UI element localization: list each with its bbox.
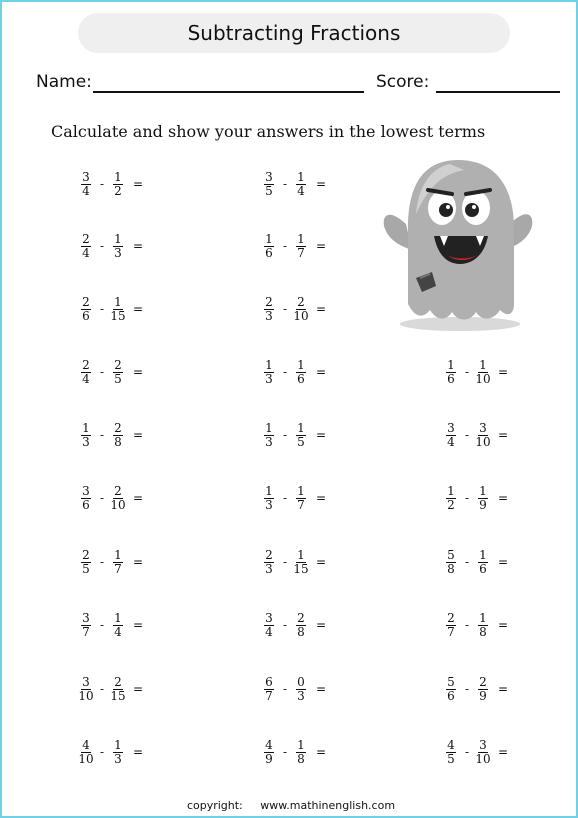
minus-sign: - bbox=[282, 618, 288, 632]
equals-sign: = bbox=[498, 745, 509, 759]
minus-sign: - bbox=[282, 365, 288, 379]
equals-sign: = bbox=[316, 745, 327, 759]
equals-sign: = bbox=[316, 491, 327, 505]
numerator: 3 bbox=[82, 169, 90, 184]
problem bbox=[77, 732, 143, 772]
fraction-a bbox=[77, 739, 95, 766]
denominator: 4 bbox=[447, 434, 455, 449]
fraction-b bbox=[109, 233, 127, 260]
fraction-a bbox=[442, 359, 460, 386]
denominator: 3 bbox=[114, 245, 122, 260]
fraction-b bbox=[292, 549, 310, 576]
denominator: 4 bbox=[265, 624, 273, 639]
numerator: 1 bbox=[114, 737, 122, 752]
fraction-b bbox=[474, 422, 492, 449]
minus-sign: - bbox=[99, 177, 105, 191]
numerator: 2 bbox=[82, 357, 90, 372]
problem bbox=[77, 164, 143, 204]
problem bbox=[77, 352, 143, 392]
denominator: 6 bbox=[447, 688, 455, 703]
minus-sign: - bbox=[99, 428, 105, 442]
fraction-a bbox=[77, 485, 95, 512]
footer bbox=[2, 799, 578, 812]
numerator: 3 bbox=[265, 169, 273, 184]
fraction-b bbox=[109, 296, 127, 323]
minus-sign: - bbox=[464, 365, 470, 379]
denominator: 7 bbox=[297, 497, 305, 512]
fraction-a bbox=[442, 422, 460, 449]
fraction-b bbox=[474, 359, 492, 386]
fraction-b bbox=[292, 233, 310, 260]
denominator: 10 bbox=[475, 434, 491, 449]
denominator: 4 bbox=[82, 371, 90, 386]
numerator: 2 bbox=[297, 294, 305, 309]
numerator: 0 bbox=[297, 674, 305, 689]
numerator: 2 bbox=[447, 610, 455, 625]
equals-sign: = bbox=[316, 618, 327, 632]
numerator: 3 bbox=[82, 610, 90, 625]
minus-sign: - bbox=[99, 302, 105, 316]
denominator: 3 bbox=[297, 688, 305, 703]
numerator: 1 bbox=[447, 357, 455, 372]
denominator: 2 bbox=[447, 497, 455, 512]
minus-sign: - bbox=[99, 682, 105, 696]
problem bbox=[260, 605, 326, 645]
fraction-b bbox=[292, 739, 310, 766]
fraction-a bbox=[260, 422, 278, 449]
denominator: 5 bbox=[297, 434, 305, 449]
fraction-b bbox=[109, 676, 127, 703]
denominator: 8 bbox=[479, 624, 487, 639]
fraction-b bbox=[292, 171, 310, 198]
denominator: 6 bbox=[447, 371, 455, 386]
fraction-b bbox=[474, 549, 492, 576]
problem bbox=[77, 542, 143, 582]
equals-sign: = bbox=[133, 428, 144, 442]
denominator: 5 bbox=[265, 183, 273, 198]
minus-sign: - bbox=[99, 239, 105, 253]
denominator: 7 bbox=[297, 245, 305, 260]
minus-sign: - bbox=[99, 745, 105, 759]
fraction-a bbox=[77, 422, 95, 449]
denominator: 15 bbox=[110, 308, 126, 323]
numerator: 2 bbox=[82, 294, 90, 309]
fraction-a bbox=[442, 485, 460, 512]
problem bbox=[442, 605, 508, 645]
minus-sign: - bbox=[464, 555, 470, 569]
numerator: 2 bbox=[297, 610, 305, 625]
numerator: 1 bbox=[114, 610, 122, 625]
minus-sign: - bbox=[282, 428, 288, 442]
fraction-b bbox=[109, 739, 127, 766]
fraction-b bbox=[109, 422, 127, 449]
equals-sign: = bbox=[316, 177, 327, 191]
numerator: 3 bbox=[265, 610, 273, 625]
denominator: 3 bbox=[82, 434, 90, 449]
numerator: 4 bbox=[82, 737, 90, 752]
denominator: 10 bbox=[475, 751, 491, 766]
footer-site-link[interactable]: www.mathinenglish.com bbox=[260, 799, 396, 812]
numerator: 4 bbox=[265, 737, 273, 752]
fraction-a bbox=[77, 296, 95, 323]
numerator: 1 bbox=[265, 483, 273, 498]
equals-sign: = bbox=[498, 428, 509, 442]
numerator: 2 bbox=[114, 357, 122, 372]
numerator: 1 bbox=[265, 231, 273, 246]
numerator: 1 bbox=[479, 610, 487, 625]
minus-sign: - bbox=[99, 555, 105, 569]
fraction-a bbox=[77, 359, 95, 386]
problem bbox=[77, 669, 143, 709]
minus-sign: - bbox=[464, 491, 470, 505]
equals-sign: = bbox=[133, 682, 144, 696]
numerator: 1 bbox=[479, 483, 487, 498]
fraction-b bbox=[109, 359, 127, 386]
fraction-a bbox=[442, 549, 460, 576]
numerator: 2 bbox=[114, 420, 122, 435]
problem bbox=[77, 289, 143, 329]
fraction-b bbox=[292, 612, 310, 639]
fraction-a bbox=[260, 549, 278, 576]
problem bbox=[442, 732, 508, 772]
denominator: 9 bbox=[479, 497, 487, 512]
fraction-b bbox=[474, 739, 492, 766]
numerator: 6 bbox=[265, 674, 273, 689]
problem bbox=[442, 478, 508, 518]
minus-sign: - bbox=[99, 491, 105, 505]
minus-sign: - bbox=[464, 428, 470, 442]
fraction-b bbox=[109, 612, 127, 639]
problem bbox=[442, 669, 508, 709]
problem bbox=[442, 352, 508, 392]
minus-sign: - bbox=[464, 682, 470, 696]
minus-sign: - bbox=[464, 618, 470, 632]
denominator: 7 bbox=[82, 624, 90, 639]
fraction-a bbox=[442, 676, 460, 703]
denominator: 8 bbox=[114, 434, 122, 449]
numerator: 1 bbox=[114, 169, 122, 184]
fraction-a bbox=[260, 359, 278, 386]
denominator: 6 bbox=[82, 308, 90, 323]
fraction-a bbox=[260, 485, 278, 512]
denominator: 5 bbox=[114, 371, 122, 386]
numerator: 2 bbox=[265, 294, 273, 309]
denominator: 3 bbox=[265, 561, 273, 576]
numerator: 3 bbox=[447, 420, 455, 435]
numerator: 2 bbox=[114, 674, 122, 689]
denominator: 9 bbox=[479, 688, 487, 703]
minus-sign: - bbox=[282, 302, 288, 316]
denominator: 4 bbox=[82, 245, 90, 260]
problem bbox=[77, 478, 143, 518]
problem bbox=[260, 415, 326, 455]
equals-sign: = bbox=[498, 491, 509, 505]
fraction-a bbox=[77, 676, 95, 703]
numerator: 1 bbox=[114, 294, 122, 309]
problem bbox=[260, 542, 326, 582]
fraction-b bbox=[474, 676, 492, 703]
problem bbox=[77, 226, 143, 266]
problem bbox=[260, 226, 326, 266]
problem bbox=[442, 542, 508, 582]
numerator: 1 bbox=[297, 231, 305, 246]
minus-sign: - bbox=[282, 239, 288, 253]
fraction-a bbox=[442, 612, 460, 639]
ghost-icon bbox=[380, 154, 536, 334]
score-label: Score: bbox=[376, 72, 430, 92]
fraction-b bbox=[109, 485, 127, 512]
footer-copyright: copyright: bbox=[186, 799, 243, 812]
minus-sign: - bbox=[464, 745, 470, 759]
name-label: Name: bbox=[36, 72, 92, 92]
numerator: 1 bbox=[297, 420, 305, 435]
denominator: 15 bbox=[110, 688, 126, 703]
numerator: 3 bbox=[479, 420, 487, 435]
fraction-a bbox=[442, 739, 460, 766]
numerator: 1 bbox=[265, 420, 273, 435]
fraction-b bbox=[109, 171, 127, 198]
problem bbox=[77, 415, 143, 455]
denominator: 5 bbox=[82, 561, 90, 576]
numerator: 2 bbox=[479, 674, 487, 689]
denominator: 3 bbox=[114, 751, 122, 766]
fraction-a bbox=[77, 171, 95, 198]
denominator: 15 bbox=[293, 561, 309, 576]
fraction-b bbox=[292, 296, 310, 323]
denominator: 10 bbox=[78, 751, 94, 766]
minus-sign: - bbox=[282, 745, 288, 759]
fraction-b bbox=[292, 485, 310, 512]
problem bbox=[260, 732, 326, 772]
denominator: 6 bbox=[297, 371, 305, 386]
fraction-a bbox=[77, 233, 95, 260]
equals-sign: = bbox=[316, 365, 327, 379]
minus-sign: - bbox=[282, 491, 288, 505]
minus-sign: - bbox=[282, 177, 288, 191]
denominator: 2 bbox=[114, 183, 122, 198]
numerator: 5 bbox=[447, 674, 455, 689]
numerator: 3 bbox=[82, 674, 90, 689]
equals-sign: = bbox=[316, 682, 327, 696]
equals-sign: = bbox=[498, 365, 509, 379]
denominator: 10 bbox=[293, 308, 309, 323]
denominator: 9 bbox=[265, 751, 273, 766]
numerator: 1 bbox=[297, 357, 305, 372]
numerator: 2 bbox=[114, 483, 122, 498]
numerator: 3 bbox=[82, 483, 90, 498]
denominator: 6 bbox=[479, 561, 487, 576]
numerator: 1 bbox=[447, 483, 455, 498]
fraction-a bbox=[260, 233, 278, 260]
fraction-a bbox=[260, 296, 278, 323]
equals-sign: = bbox=[498, 682, 509, 696]
denominator: 6 bbox=[82, 497, 90, 512]
minus-sign: - bbox=[99, 365, 105, 379]
denominator: 7 bbox=[265, 688, 273, 703]
problem bbox=[260, 289, 326, 329]
equals-sign: = bbox=[316, 239, 327, 253]
numerator: 2 bbox=[82, 231, 90, 246]
numerator: 1 bbox=[297, 169, 305, 184]
equals-sign: = bbox=[498, 618, 509, 632]
numerator: 4 bbox=[447, 737, 455, 752]
name-line[interactable] bbox=[93, 91, 364, 93]
equals-sign: = bbox=[316, 555, 327, 569]
problem bbox=[260, 669, 326, 709]
denominator: 4 bbox=[82, 183, 90, 198]
denominator: 10 bbox=[475, 371, 491, 386]
minus-sign: - bbox=[99, 618, 105, 632]
equals-sign: = bbox=[133, 491, 144, 505]
fraction-b bbox=[109, 549, 127, 576]
fraction-b bbox=[474, 612, 492, 639]
fraction-b bbox=[292, 359, 310, 386]
score-line[interactable] bbox=[436, 91, 560, 93]
equals-sign: = bbox=[316, 302, 327, 316]
fraction-b bbox=[292, 422, 310, 449]
equals-sign: = bbox=[133, 745, 144, 759]
numerator: 1 bbox=[297, 547, 305, 562]
fraction-b bbox=[474, 485, 492, 512]
fraction-a bbox=[260, 612, 278, 639]
minus-sign: - bbox=[282, 682, 288, 696]
equals-sign: = bbox=[133, 239, 144, 253]
numerator: 1 bbox=[297, 737, 305, 752]
numerator: 5 bbox=[447, 547, 455, 562]
numerator: 1 bbox=[114, 547, 122, 562]
instructions: Calculate and show your answers in the lowest terms bbox=[51, 122, 486, 141]
denominator: 7 bbox=[114, 561, 122, 576]
fraction-b bbox=[292, 676, 310, 703]
denominator: 3 bbox=[265, 497, 273, 512]
fraction-a bbox=[260, 739, 278, 766]
equals-sign: = bbox=[133, 302, 144, 316]
denominator: 6 bbox=[265, 245, 273, 260]
denominator: 3 bbox=[265, 308, 273, 323]
numerator: 3 bbox=[479, 737, 487, 752]
denominator: 8 bbox=[297, 751, 305, 766]
numerator: 1 bbox=[297, 483, 305, 498]
equals-sign: = bbox=[133, 618, 144, 632]
denominator: 7 bbox=[447, 624, 455, 639]
numerator: 1 bbox=[114, 231, 122, 246]
denominator: 4 bbox=[297, 183, 305, 198]
denominator: 5 bbox=[447, 751, 455, 766]
minus-sign: - bbox=[282, 555, 288, 569]
fraction-a bbox=[77, 612, 95, 639]
fraction-a bbox=[260, 676, 278, 703]
equals-sign: = bbox=[498, 555, 509, 569]
equals-sign: = bbox=[133, 177, 144, 191]
numerator: 2 bbox=[82, 547, 90, 562]
denominator: 8 bbox=[297, 624, 305, 639]
equals-sign: = bbox=[133, 365, 144, 379]
equals-sign: = bbox=[316, 428, 327, 442]
problem bbox=[260, 478, 326, 518]
numerator: 1 bbox=[265, 357, 273, 372]
problem bbox=[442, 415, 508, 455]
numerator: 1 bbox=[82, 420, 90, 435]
denominator: 3 bbox=[265, 371, 273, 386]
denominator: 10 bbox=[110, 497, 126, 512]
denominator: 4 bbox=[114, 624, 122, 639]
problem bbox=[77, 605, 143, 645]
denominator: 10 bbox=[78, 688, 94, 703]
numerator: 1 bbox=[479, 547, 487, 562]
problem bbox=[260, 164, 326, 204]
numerator: 2 bbox=[265, 547, 273, 562]
denominator: 8 bbox=[447, 561, 455, 576]
name-score-row bbox=[36, 72, 556, 98]
problem bbox=[260, 352, 326, 392]
fraction-a bbox=[260, 171, 278, 198]
page-title: Subtracting Fractions bbox=[78, 13, 510, 53]
equals-sign: = bbox=[133, 555, 144, 569]
denominator: 3 bbox=[265, 434, 273, 449]
fraction-a bbox=[77, 549, 95, 576]
numerator: 1 bbox=[479, 357, 487, 372]
